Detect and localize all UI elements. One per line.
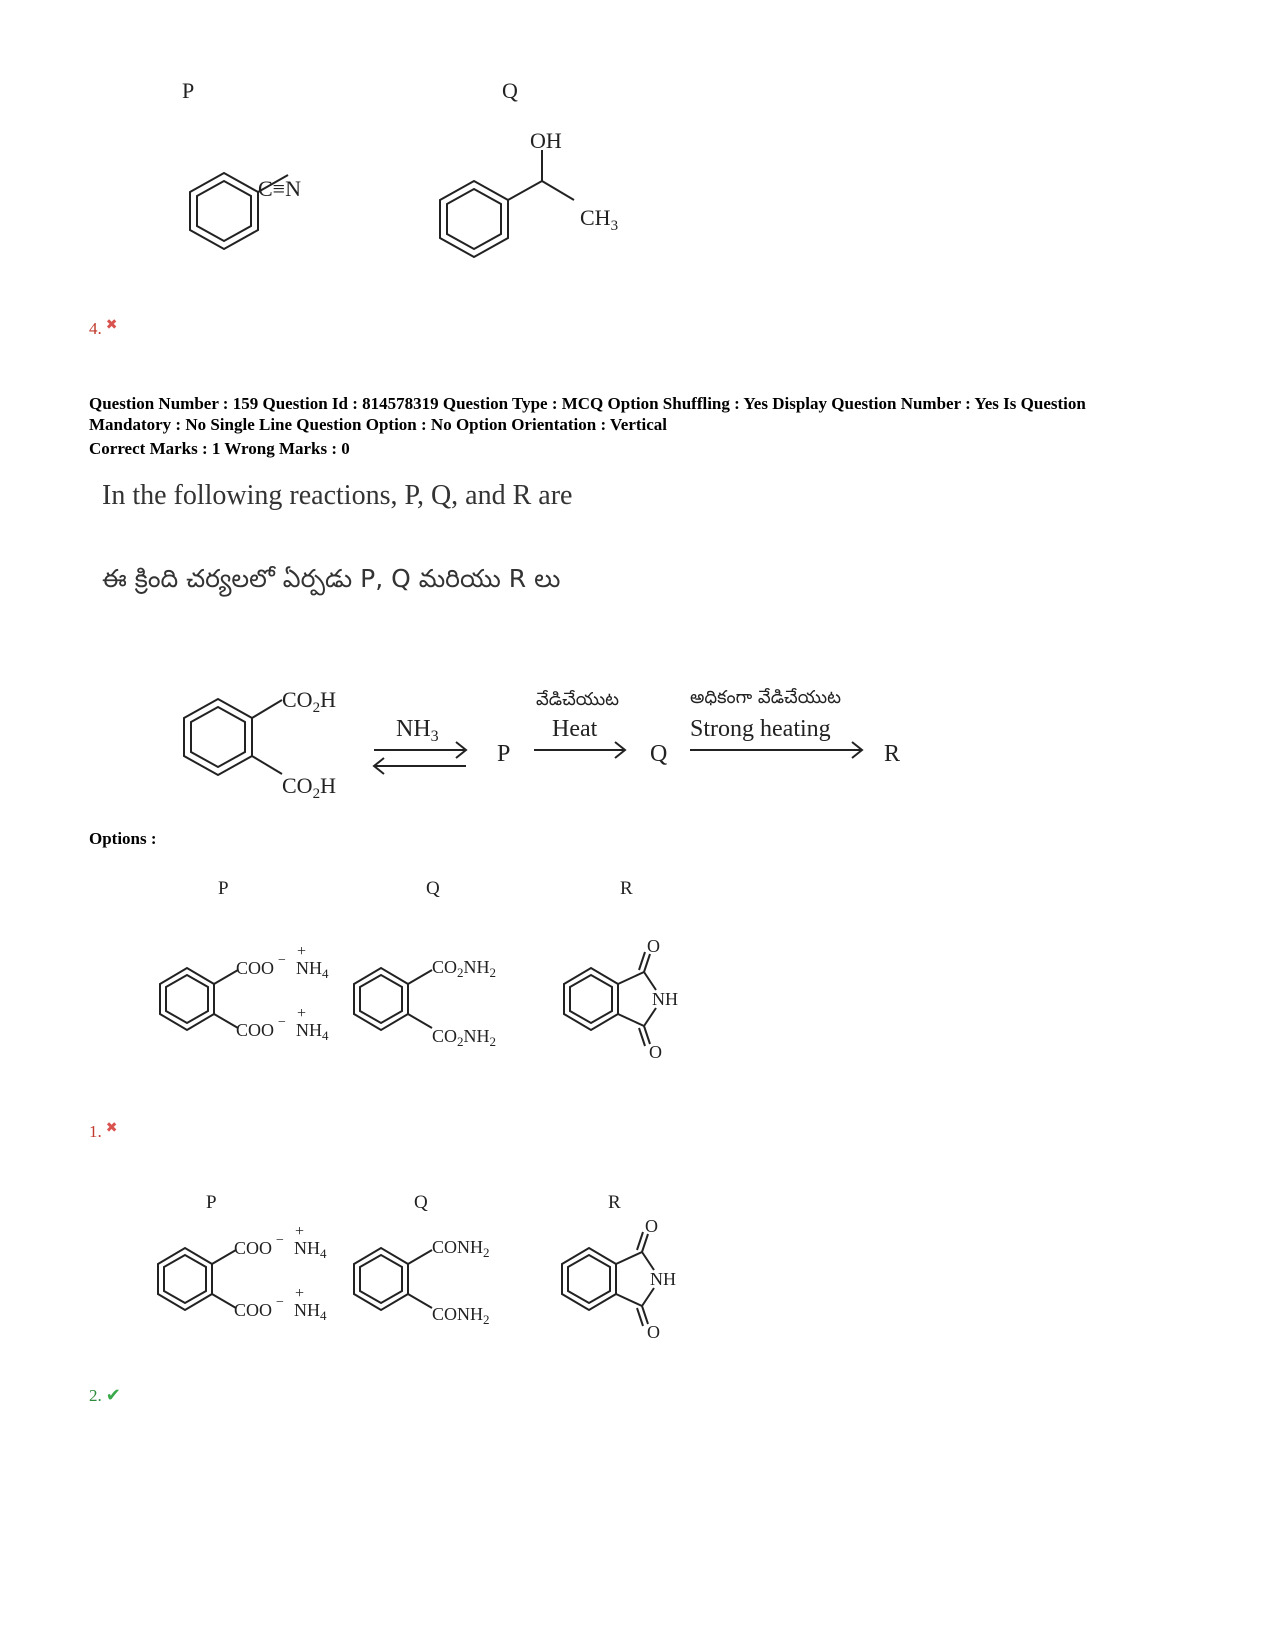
product-p: P [497, 741, 511, 767]
option-2-o-top: O [645, 1216, 658, 1236]
option-1-minus-bottom: − [278, 1015, 286, 1030]
cross-mark-icon: ✖ [105, 1121, 118, 1136]
option-1-nh4-top: $NH_4$ [296, 958, 329, 981]
option-1-nh: NH [652, 989, 678, 1009]
label-p: P [182, 78, 195, 103]
options-label: Options : [89, 829, 157, 848]
option-1-coo-top: COO [236, 958, 275, 978]
heat-te: వేడిచేయుట [536, 689, 620, 710]
question-text-en: In the following reactions, P, Q, and R are [102, 480, 573, 511]
nitrile-group: C≡N [258, 176, 301, 201]
option-2-coo-bottom: COO [234, 1300, 273, 1320]
option-2-plus-top: + [295, 1223, 305, 1240]
methyl-group: $CH_3$ [580, 205, 619, 234]
strong-heating-label: Strong heating [690, 716, 831, 742]
option-1-o-bottom: O [649, 1042, 662, 1062]
option-1-structures [150, 872, 710, 1072]
option-1-label-p: P [218, 878, 229, 899]
option-1-number[interactable] [89, 1122, 117, 1142]
option-1-o-top: O [647, 936, 660, 956]
prev-option-number-text: 4. [89, 319, 102, 338]
option-2-nh4-top: $NH_4$ [294, 1238, 327, 1261]
meta-line-1: Question Number : 159 Question Id : 814578319 Question Type : MCQ Option Shuffling : Yes Display Question Number : Yes Is Question [89, 394, 1086, 413]
option-2-coo-top: COO [234, 1238, 273, 1258]
option-1-coo-bottom: COO [236, 1020, 275, 1040]
option-2-nh4-bottom: $NH_4$ [294, 1300, 327, 1323]
product-q: Q [650, 741, 668, 767]
option-2-number-text: 2. [89, 1386, 102, 1405]
prev-option-number [89, 319, 117, 339]
question-meta [89, 393, 1189, 459]
option-2-plus-bottom: + [295, 1285, 305, 1302]
co2h-bottom: $CO_2H$ [282, 773, 336, 802]
option-2-minus-top: − [276, 1233, 284, 1248]
question-text-te: ఈ క్రింది చర్యలలో ఏర్పడు P, Q మరియు R లు [102, 564, 561, 593]
option-2-q-bottom: $CONH_2$ [432, 1304, 490, 1327]
co2h-top: $CO_2H$ [282, 687, 336, 716]
check-mark-icon: ✔ [105, 1385, 121, 1405]
option-1-label-r: R [620, 878, 633, 899]
cross-mark-icon: ✖ [105, 318, 118, 333]
hydroxyl-group: OH [530, 128, 562, 153]
option-1-q-bottom: $CO_2NH_2$ [432, 1026, 497, 1049]
option-2-o-bottom: O [647, 1322, 660, 1342]
reaction-scheme [170, 670, 930, 810]
option-1-q-top: $CO_2NH_2$ [432, 957, 497, 980]
option-2-label-q: Q [414, 1192, 428, 1213]
option-2-minus-bottom: − [276, 1295, 284, 1310]
option-1-plus-top: + [297, 943, 307, 960]
option-1-minus-top: − [278, 953, 286, 968]
heat-label: Heat [552, 716, 598, 742]
meta-line-2: Mandatory : No Single Line Question Option : No Option Orientation : Vertical [89, 415, 668, 434]
option-1-nh4-bottom: $NH_4$ [296, 1020, 329, 1043]
option-2-label-p: P [206, 1192, 217, 1213]
label-q: Q [502, 78, 518, 103]
option-1-plus-bottom: + [297, 1005, 307, 1022]
option-1-label-q: Q [426, 878, 440, 899]
option-2-structures [150, 1186, 710, 1386]
option-1-number-text: 1. [89, 1122, 102, 1141]
product-r: R [884, 741, 901, 767]
reagent-nh3: $NH_3$ [396, 716, 439, 745]
option-2-nh: NH [650, 1269, 676, 1289]
option-2-label-r: R [608, 1192, 621, 1213]
prev-option-structures [140, 70, 660, 280]
strong-heating-te: అధికంగా వేడిచేయుట [690, 687, 841, 708]
option-2-number[interactable] [89, 1385, 121, 1406]
option-2-q-top: $CONH_2$ [432, 1237, 490, 1260]
marks-line: Correct Marks : 1 Wrong Marks : 0 [89, 439, 350, 458]
